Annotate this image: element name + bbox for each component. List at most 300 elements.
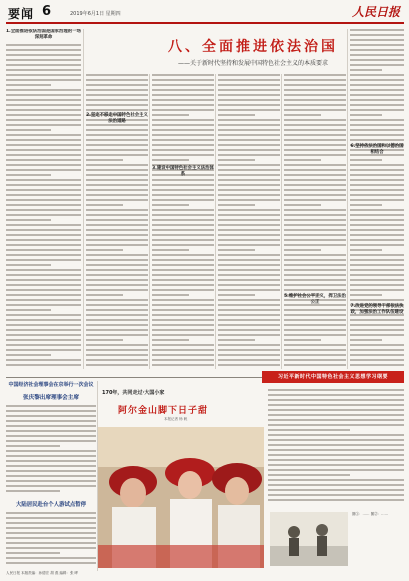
- text-line: [86, 204, 123, 206]
- text-line: [284, 339, 321, 341]
- text-line: [218, 79, 280, 81]
- text-line: [218, 359, 280, 361]
- text-line: [268, 424, 404, 426]
- text-line: [152, 194, 214, 196]
- text-line: [350, 159, 382, 161]
- text-line: [6, 324, 81, 326]
- text-line: [350, 224, 404, 226]
- text-line: [350, 79, 404, 81]
- text-line: [350, 229, 404, 231]
- text-line: [350, 119, 404, 121]
- text-line: [350, 239, 404, 241]
- text-line: [6, 455, 96, 457]
- text-line: [284, 239, 346, 241]
- text-line: [86, 269, 148, 271]
- text-line: [218, 124, 280, 126]
- text-line: [218, 179, 280, 181]
- text-line: [284, 209, 346, 211]
- text-line: [6, 470, 96, 472]
- text-line: [86, 234, 148, 236]
- text-line: [218, 189, 280, 191]
- text-line: [6, 224, 81, 226]
- text-line: [284, 274, 346, 276]
- text-line: [218, 274, 280, 276]
- news-body: [6, 405, 96, 495]
- text-line: [6, 194, 81, 196]
- text-line: [6, 517, 96, 519]
- text-line: [86, 254, 148, 256]
- text-line: [350, 324, 404, 326]
- text-line: [6, 512, 96, 514]
- text-line: [6, 339, 81, 341]
- text-line: [86, 339, 123, 341]
- subhead-2: 2.坚定不移走中国特色社会主义法治道路: [86, 113, 148, 124]
- text-line: [152, 239, 214, 241]
- text-line: [86, 289, 148, 291]
- text-line: [152, 289, 214, 291]
- text-line: [350, 34, 404, 36]
- text-line: [350, 139, 404, 141]
- news-headline-bottom: 大陆居民赴台个人游试点暂停: [15, 502, 87, 508]
- text-line: [6, 214, 81, 216]
- text-line: [152, 284, 214, 286]
- text-line: [86, 364, 148, 366]
- text-line: [86, 109, 148, 111]
- text-line: [350, 294, 382, 296]
- text-line: [218, 164, 280, 166]
- text-line: [218, 344, 280, 346]
- text-line: [86, 214, 148, 216]
- text-line: [218, 249, 255, 251]
- text-line: [350, 199, 404, 201]
- text-line: [6, 435, 96, 437]
- text-line: [350, 334, 404, 336]
- text-line: [284, 234, 346, 236]
- text-line: [218, 139, 280, 141]
- text-line: [218, 244, 280, 246]
- text-line: [350, 254, 404, 256]
- text-line: [152, 104, 214, 106]
- text-line: [284, 219, 346, 221]
- text-line: [86, 354, 148, 356]
- text-line: [6, 144, 81, 146]
- text-line: [6, 274, 81, 276]
- text-line: [152, 189, 214, 191]
- text-line: [6, 319, 81, 321]
- text-line: [6, 154, 81, 156]
- text-line: [350, 49, 404, 51]
- text-line: [6, 475, 96, 477]
- text-line: [6, 562, 96, 564]
- text-line: [6, 314, 81, 316]
- text-line: [6, 522, 96, 524]
- text-line: [268, 414, 404, 416]
- text-line: [6, 69, 81, 71]
- text-line: [6, 304, 81, 306]
- text-line: [152, 109, 214, 111]
- text-line: [284, 174, 346, 176]
- text-line: [152, 99, 214, 101]
- text-line: [152, 279, 214, 281]
- text-line: [152, 89, 214, 91]
- text-line: [284, 194, 346, 196]
- text-line: [6, 119, 81, 121]
- text-line: [6, 44, 81, 46]
- text-line: [218, 364, 280, 366]
- feature-photo-main: [98, 427, 264, 568]
- text-line: [152, 154, 214, 156]
- text-line: [86, 189, 148, 191]
- text-line: [284, 349, 346, 351]
- text-line: [6, 204, 81, 206]
- text-line: [284, 264, 346, 266]
- text-line: [152, 124, 214, 126]
- text-line: [152, 354, 214, 356]
- text-line: [350, 74, 404, 76]
- text-line: [218, 109, 280, 111]
- text-line: [152, 364, 214, 366]
- text-line: [284, 79, 346, 81]
- text-line: [86, 319, 148, 321]
- text-column-5: [284, 74, 346, 369]
- text-line: [86, 209, 148, 211]
- text-line: [218, 149, 280, 151]
- text-line: [284, 159, 321, 161]
- text-line: [350, 84, 404, 86]
- text-line: [86, 154, 148, 156]
- text-line: [218, 144, 280, 146]
- page-number: 6: [42, 4, 52, 19]
- text-line: [152, 219, 214, 221]
- text-line: [268, 429, 350, 431]
- masthead-logo: 人民日报: [351, 5, 400, 19]
- text-line: [86, 259, 148, 261]
- text-line: [6, 219, 51, 221]
- text-line: [350, 204, 382, 206]
- text-line: [350, 279, 404, 281]
- feature-photo-side: [270, 512, 348, 566]
- subhead-6: 6.坚持依法治国和以德治国相结合: [350, 144, 404, 155]
- text-line: [350, 194, 404, 196]
- text-line: [350, 264, 404, 266]
- news-headline-top: 中国经济社会理事会在京举行一次会议: [8, 382, 94, 388]
- text-line: [152, 184, 214, 186]
- text-line: [218, 314, 280, 316]
- column-divider: [347, 29, 348, 369]
- text-line: [152, 149, 214, 151]
- text-line: [268, 449, 404, 451]
- text-line: [86, 264, 148, 266]
- text-line: [284, 114, 321, 116]
- text-line: [6, 450, 96, 452]
- text-line: [218, 229, 280, 231]
- text-line: [152, 254, 214, 256]
- text-column-1: [6, 29, 81, 369]
- text-line: [218, 319, 280, 321]
- text-line: [350, 349, 404, 351]
- text-line: [152, 119, 214, 121]
- text-line: [284, 189, 346, 191]
- text-line: [284, 319, 346, 321]
- text-line: [284, 364, 346, 366]
- text-line: [284, 284, 346, 286]
- text-line: [218, 329, 280, 331]
- text-line: [218, 299, 280, 301]
- text-line: [152, 244, 214, 246]
- text-line: [86, 284, 148, 286]
- text-line: [218, 264, 280, 266]
- text-line: [152, 294, 189, 296]
- text-line: [284, 139, 346, 141]
- text-line: [86, 329, 148, 331]
- text-line: [86, 79, 148, 81]
- text-line: [6, 149, 81, 151]
- text-line: [350, 364, 404, 366]
- text-line: [218, 89, 280, 91]
- text-line: [86, 169, 148, 171]
- text-line: [6, 94, 81, 96]
- text-line: [6, 359, 81, 361]
- text-line: [284, 214, 346, 216]
- text-line: [218, 94, 280, 96]
- text-line: [284, 184, 346, 186]
- text-line: [86, 144, 148, 146]
- text-line: [86, 129, 148, 131]
- text-line: [284, 259, 346, 261]
- text-line: [86, 314, 148, 316]
- text-line: [86, 139, 148, 141]
- text-line: [6, 234, 81, 236]
- text-line: [284, 329, 346, 331]
- text-line: [152, 139, 214, 141]
- text-line: [350, 179, 404, 181]
- text-line: [218, 194, 280, 196]
- text-line: [218, 84, 280, 86]
- text-line: [218, 209, 280, 211]
- text-line: [218, 114, 255, 116]
- text-line: [152, 259, 214, 261]
- text-line: [6, 309, 51, 311]
- text-line: [6, 364, 81, 366]
- text-line: [86, 239, 148, 241]
- text-line: [152, 199, 214, 201]
- text-line: [268, 464, 404, 466]
- text-line: [6, 169, 81, 171]
- text-line: [218, 289, 280, 291]
- text-line: [350, 174, 404, 176]
- text-line: [6, 344, 81, 346]
- text-line: [6, 184, 81, 186]
- text-line: [86, 219, 148, 221]
- text-line: [6, 54, 81, 56]
- text-line: [6, 552, 60, 554]
- text-line: [6, 485, 96, 487]
- text-line: [350, 274, 404, 276]
- text-line: [152, 319, 214, 321]
- text-line: [86, 179, 148, 181]
- text-line: [350, 104, 404, 106]
- text-line: [350, 189, 404, 191]
- text-line: [350, 94, 404, 96]
- text-line: [284, 204, 321, 206]
- text-line: [284, 249, 321, 251]
- text-line: [284, 124, 346, 126]
- text-line: [218, 309, 280, 311]
- text-line: [350, 259, 404, 261]
- text-line: [6, 49, 81, 51]
- text-column-6: [350, 29, 404, 369]
- text-line: [152, 324, 214, 326]
- text-line: [218, 334, 280, 336]
- text-line: [268, 499, 404, 501]
- text-line: [218, 269, 280, 271]
- text-line: [86, 324, 148, 326]
- text-line: [350, 109, 404, 111]
- text-line: [6, 129, 51, 131]
- text-line: [152, 79, 214, 81]
- text-line: [218, 154, 280, 156]
- text-line: [350, 249, 382, 251]
- text-line: [350, 114, 382, 116]
- text-line: [268, 389, 404, 391]
- text-line: [6, 420, 96, 422]
- text-line: [6, 199, 81, 201]
- text-line: [152, 314, 214, 316]
- text-line: [86, 294, 123, 296]
- text-line: [350, 124, 404, 126]
- text-line: [268, 489, 404, 491]
- text-line: [152, 144, 214, 146]
- text-line: [350, 69, 382, 71]
- text-line: [6, 425, 96, 427]
- text-line: [6, 254, 81, 256]
- text-line: [268, 454, 404, 456]
- text-line: [152, 349, 214, 351]
- text-line: [284, 229, 346, 231]
- text-line: [284, 84, 346, 86]
- text-line: [350, 64, 404, 66]
- text-line: [152, 214, 214, 216]
- text-line: [6, 542, 96, 544]
- feature-kicker: 170年，共同走过·大国小家: [102, 390, 165, 396]
- text-line: [284, 224, 346, 226]
- text-line: [6, 480, 96, 482]
- text-line: [284, 359, 346, 361]
- text-line: [284, 89, 346, 91]
- text-line: [86, 229, 148, 231]
- text-line: [6, 164, 81, 166]
- text-line: [268, 494, 404, 496]
- text-line: [6, 284, 81, 286]
- text-line: [152, 204, 189, 206]
- text-line: [350, 54, 404, 56]
- text-line: [152, 299, 214, 301]
- text-line: [284, 119, 346, 121]
- publication-date: 2019年6月1日 星期四: [70, 11, 121, 17]
- text-line: [86, 334, 148, 336]
- text-line: [6, 209, 81, 211]
- text-line: [152, 229, 214, 231]
- text-line: [86, 274, 148, 276]
- text-line: [350, 269, 404, 271]
- text-line: [284, 164, 346, 166]
- text-line: [86, 194, 148, 196]
- text-line: [86, 224, 148, 226]
- text-line: [6, 264, 51, 266]
- text-line: [218, 354, 280, 356]
- text-line: [86, 309, 148, 311]
- article-subtitle: ——关于新时代坚持和发展中国特色社会主义的本质要求: [177, 60, 328, 67]
- text-line: [6, 532, 96, 534]
- text-line: [6, 59, 81, 61]
- text-line: [6, 124, 81, 126]
- text-line: [86, 349, 148, 351]
- text-line: [152, 159, 189, 161]
- text-line: [6, 259, 81, 261]
- text-line: [268, 404, 404, 406]
- text-line: [218, 224, 280, 226]
- text-line: [152, 249, 189, 251]
- page-footer: 人民日报 本版责编：孙德宏 胡 燕 编辑：张 晔: [6, 571, 79, 575]
- text-line: [86, 344, 148, 346]
- text-line: [6, 329, 81, 331]
- text-line: [350, 289, 404, 291]
- text-line: [350, 29, 404, 31]
- text-line: [6, 139, 81, 141]
- text-line: [152, 114, 189, 116]
- text-line: [350, 329, 404, 331]
- text-line: [86, 249, 123, 251]
- text-line: [218, 74, 280, 76]
- text-line: [6, 490, 60, 492]
- text-line: [284, 289, 346, 291]
- text-line: [284, 134, 346, 136]
- text-line: [152, 269, 214, 271]
- text-line: [86, 199, 148, 201]
- text-line: [218, 104, 280, 106]
- text-line: [350, 284, 404, 286]
- text-line: [6, 547, 96, 549]
- text-line: [86, 184, 148, 186]
- text-column-3: [152, 74, 214, 369]
- text-line: [218, 259, 280, 261]
- text-line: [350, 354, 404, 356]
- text-line: [152, 329, 214, 331]
- text-line: [268, 459, 404, 461]
- text-line: [86, 279, 148, 281]
- text-line: [350, 184, 404, 186]
- column-divider: [281, 74, 282, 369]
- text-line: [284, 269, 346, 271]
- text-line: [284, 279, 346, 281]
- text-line: [6, 249, 81, 251]
- column-divider: [215, 74, 216, 369]
- text-line: [350, 234, 404, 236]
- text-line: [284, 109, 346, 111]
- text-line: [6, 109, 81, 111]
- text-line: [268, 394, 404, 396]
- text-line: [350, 319, 404, 321]
- subhead-3: 3.建设中国特色社会主义法治体系: [152, 166, 214, 177]
- text-line: [284, 254, 346, 256]
- text-line: [284, 99, 346, 101]
- text-column-4: [218, 74, 280, 369]
- column-divider: [83, 29, 84, 369]
- text-line: [218, 134, 280, 136]
- subhead-1: 1.全面推进依法治国是国家治理的一场深刻革命: [6, 29, 81, 40]
- text-line: [86, 74, 148, 76]
- text-line: [350, 99, 404, 101]
